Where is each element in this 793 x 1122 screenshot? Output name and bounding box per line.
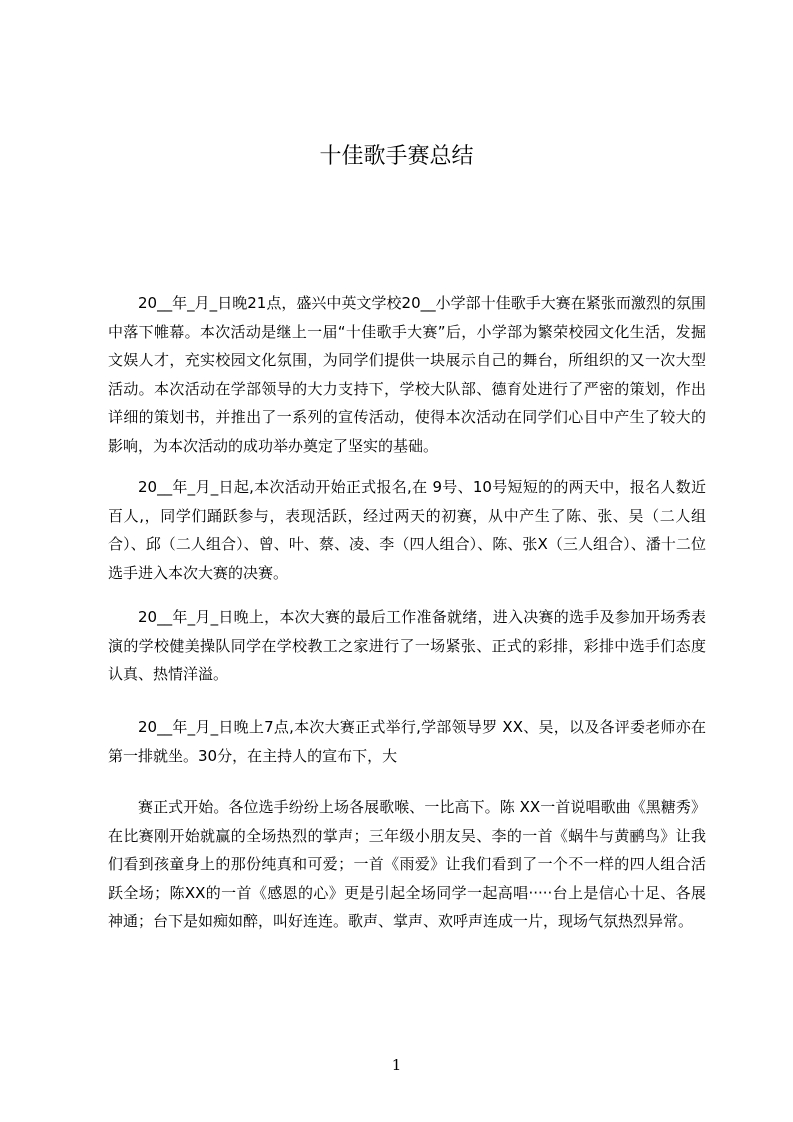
paragraph-registration: 20__年_月_日起,本次活动开始正式报名,在 9号、10号短短的的两天中，报名人数近百人,，同学们踊跃参与，表现活跃，经过两天的初赛，从中产生了陈、张、吴（二人组合）、邱（二人组合）、曾、叶、蔡、凌、李（四人组合）、陈、张X（三人组合）、潘十二位选手进入本次大赛的决赛。 — [108, 478, 706, 582]
page-title: 十佳歌手赛总结 — [319, 144, 474, 169]
paragraph-event-start: 20__年_月_日晚上7点,本次大赛正式举行,学部领导罗 XX、吴，以及各评委老师亦在第一排就坐。30分，在主持人的宣布下，大 — [108, 718, 706, 765]
paragraph-rehearsal: 20__年_月_日晚上，本次大赛的最后工作准备就绪，进入决赛的选手及参加开场秀表演的学校健美操队同学在学校教工之家进行了一场紧张、正式的彩排，彩排中选手们态度认真、热情洋溢。 — [108, 608, 706, 683]
paragraph-performances: 赛正式开始。各位选手纷纷上场各展歌喉、一比高下。陈 XX一首说唱歌曲《黑糖秀》在比赛刚开始就赢的全场热烈的掌声；三年级小朋友吴、李的一首《蜗牛与黄鹂鸟》让我们看到孩童身上的那份纯真和可爱；一首《雨爱》让我们看到了一个不一样的四人组合活跃全场；陈XX的一首《感恩的心》更是引起全场同学一起高唱·····台上是信心十足、各展神通；台下是如痴如醉，叫好连连。歌声、掌声、欢呼声连成一片，现场气氛热烈异常。 — [108, 798, 706, 930]
page-number: 1 — [391, 1056, 402, 1074]
paragraph-opening: 20__年_月_日晚21点，盛兴中英文学校20__小学部十佳歌手大赛在紧张而激烈的氛围中落下帷幕。本次活动是继上一届“十佳歌手大赛”后，小学部为繁荣校园文化生活，发掘文娱人才，充实校园文化氛围，为同学们提供一块展示自己的舞台，所组织的又一次大型活动。本次活动在学部领导的大力支持下，学校大队部、德育处进行了严密的策划，作出详细的策划书，并推出了一系列的宣传活动，使得本次活动在同学们心目中产生了较大的影响，为本次活动的成功举办奠定了坚实的基础。 — [108, 294, 706, 455]
